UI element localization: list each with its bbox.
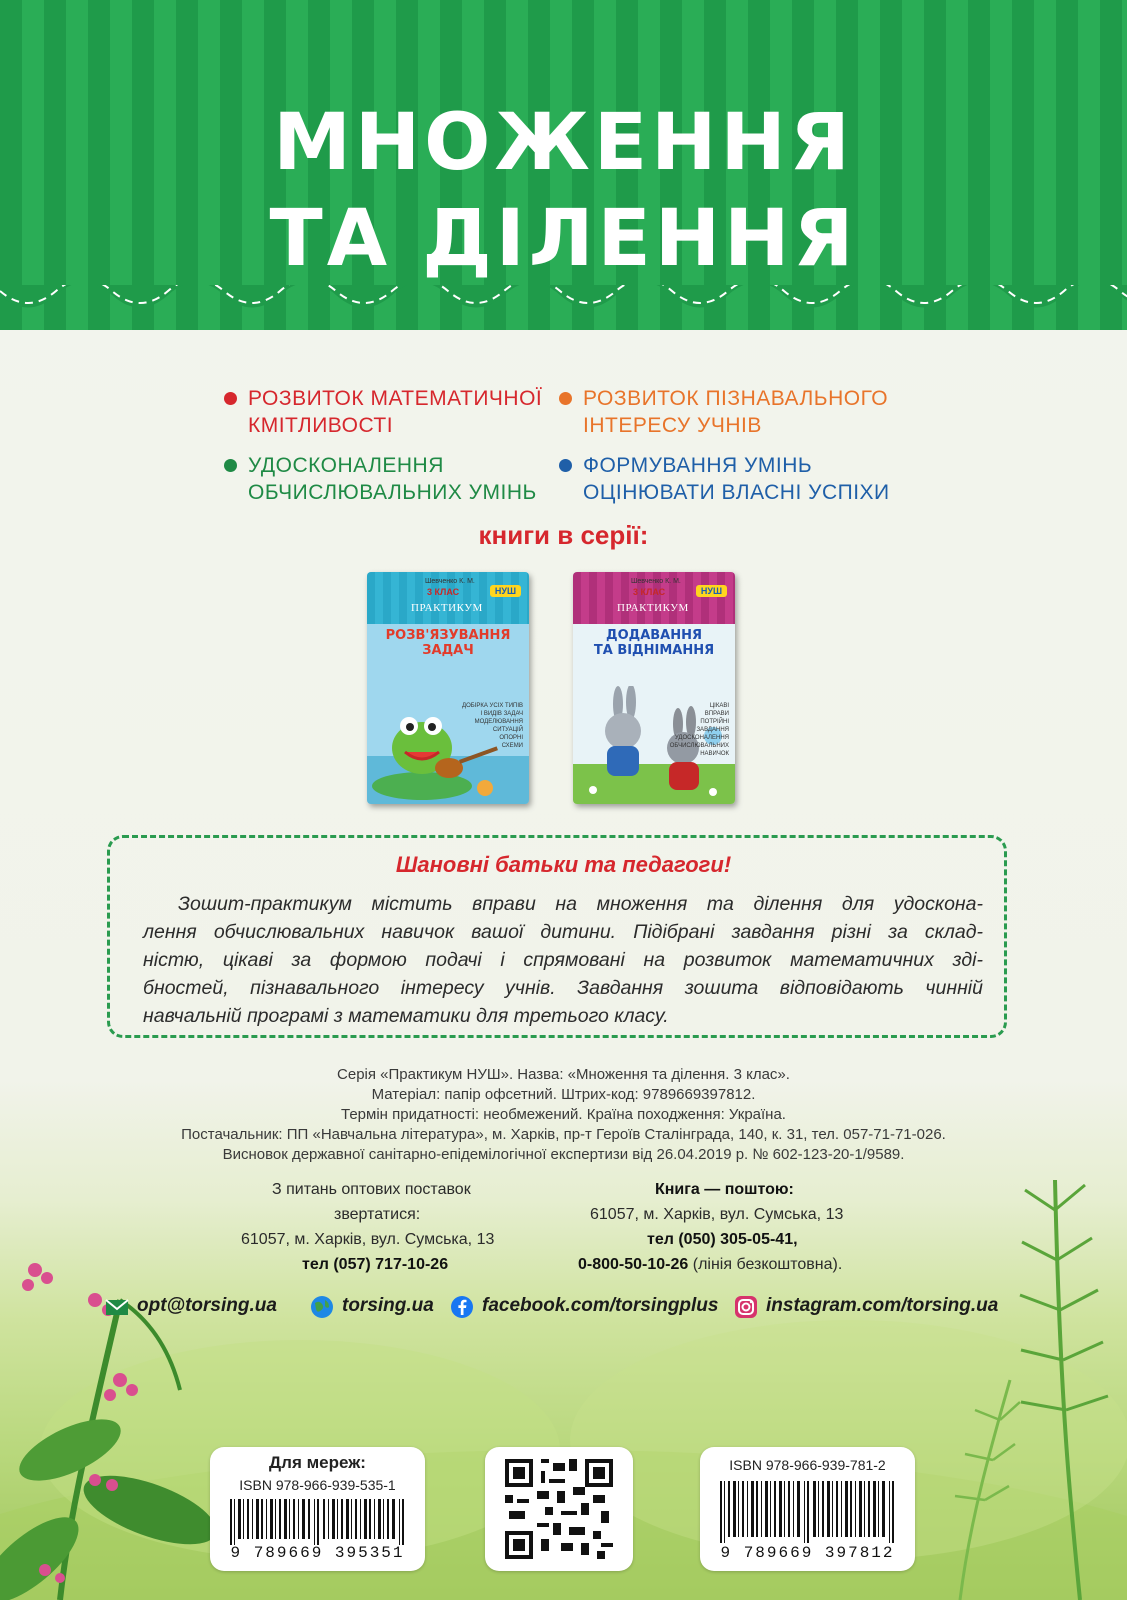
isbn-text: ISBN 978-966-939-781-2 — [729, 1457, 886, 1473]
green-dot-icon — [224, 459, 237, 472]
bullet-text: ФОРМУВАННЯ УМІНЬ ОЦІНЮВАТИ ВЛАСНІ УСПІХИ — [583, 454, 890, 504]
phone-text: 0-800-50-10-26 — [578, 1256, 689, 1273]
email-text: opt@torsing.ua — [137, 1295, 277, 1316]
blue-dot-icon — [559, 459, 572, 472]
mail-order-address: 61057, м. Харків, вул. Сумська, 13 — [590, 1206, 844, 1223]
message-line: ністю, цікаві за формою подачі і спрямовані на розвиток математичних зді- — [143, 949, 983, 971]
cover-badge: НУШ — [696, 585, 727, 597]
cover-tags: ЦІКАВІ ВПРАВИ ПОТРІЙНІ ЗАВДАННЯ УДОСКОНАЛЕННЯ ОБЧИСЛЮВАЛЬНИХ НАВИЧОК — [669, 703, 729, 757]
cover-badge: НУШ — [490, 585, 521, 597]
bullet-self-assessment — [583, 452, 890, 506]
bullet-math-wit — [248, 385, 542, 439]
globe-icon — [310, 1295, 334, 1319]
network-label: Для мереж: — [269, 1453, 366, 1472]
book-title — [0, 95, 1127, 287]
message-line: бностей, пізнавального інтересу учнів. Завдання зошита відповідають чинній — [143, 977, 983, 999]
bullet-computation-skills — [248, 452, 537, 506]
envelope-icon — [105, 1295, 129, 1319]
facebook-icon — [450, 1295, 474, 1319]
message-line: навчальній програмі з математики для третього класу. — [143, 1005, 669, 1027]
phone-note: (лінія безкоштовна). — [688, 1256, 843, 1273]
phone-text: тел (050) 305-05-41, — [647, 1231, 798, 1248]
bullet-text: РОЗВИТОК ПІЗНАВАЛЬНОГО ІНТЕРЕСУ УЧНІВ — [583, 387, 889, 437]
bullet-cognitive-interest — [583, 385, 888, 439]
info-series: Серія «Практикум НУШ». Назва: «Множення та ділення. 3 клас». — [337, 1066, 790, 1083]
book-cover-problems[interactable] — [367, 572, 529, 804]
instagram-icon — [734, 1295, 758, 1319]
mail-order-phone-2 — [578, 1256, 842, 1274]
bullet-text: УДОСКОНАЛЕННЯ ОБЧИСЛЮВАЛЬНИХ УМІНЬ — [248, 454, 537, 504]
wholesale-address: 61057, м. Харків, вул. Сумська, 13 — [241, 1231, 495, 1248]
message-line: Зошит-практикум містить вправи на множення та ділення для удоскона- — [178, 893, 983, 915]
info-supplier: Постачальник: ПП «Навчальна література», м. Харків, пр-т Героїв Сталінграда, 140, к. 31, тел. 057-71-71-026. — [181, 1126, 946, 1143]
wholesale-line-1: З питань оптових поставок — [272, 1181, 471, 1198]
barcode-digits: 9 789669 397812 — [720, 1544, 895, 1562]
info-material: Матеріал: папір офсетний. Штрих-код: 9789669397812. — [371, 1086, 756, 1103]
series-heading: книги в серії: — [478, 520, 649, 550]
book-title-line-2: ТА ДІЛЕННЯ — [269, 194, 858, 284]
info-shelf-life: Термін придатності: необмежений. Країна походження: Україна. — [341, 1106, 786, 1123]
qr-card[interactable] — [485, 1447, 633, 1571]
instagram-text: instagram.com/torsing.ua — [766, 1295, 999, 1316]
barcode-card-network — [210, 1447, 425, 1571]
barcode-digits: 9 789669 395351 — [230, 1544, 405, 1562]
red-dot-icon — [224, 392, 237, 405]
mail-order-phone-1 — [647, 1231, 798, 1249]
cover-author: Шевченко К. М. — [425, 578, 475, 585]
wholesale-line-2: звертатися: — [334, 1206, 421, 1223]
cover-grade: 3 КЛАС — [633, 587, 666, 597]
isbn-text: ISBN 978-966-939-535-1 — [239, 1477, 396, 1493]
book-cover-addition[interactable] — [573, 572, 735, 804]
cover-series: ПРАКТИКУМ — [617, 602, 689, 614]
mail-order-heading — [655, 1181, 794, 1199]
info-certificate: Висновок державної санітарно-епідемілогічної експертизи від 26.04.2019 р. № 602-123-20-1/9589. — [222, 1146, 905, 1163]
bullet-text: РОЗВИТОК МАТЕМАТИЧНОЇ КМІТЛИВОСТІ — [248, 387, 543, 437]
phone-text: тел (057) 717-10-26 — [302, 1256, 449, 1273]
qr-code-icon — [505, 1459, 613, 1559]
cover-author: Шевченко К. М. — [631, 578, 681, 585]
cover-grade: 3 КЛАС — [427, 587, 460, 597]
cover-title: РОЗВ'ЯЗУВАННЯ ЗАДАЧ — [385, 628, 511, 658]
book-title-line-1: МНОЖЕННЯ — [273, 98, 854, 188]
cover-title: ДОДАВАННЯ ТА ВІДНІМАННЯ — [593, 628, 715, 658]
barcode-image — [720, 1481, 895, 1543]
header-wave — [0, 285, 1127, 345]
wholesale-phone — [302, 1256, 448, 1274]
heading-text: Книга — поштою: — [655, 1181, 794, 1198]
barcode-card-book — [700, 1447, 915, 1571]
facebook-text: facebook.com/torsingplus — [482, 1295, 719, 1316]
cover-tags: ДОБІРКА УСІХ ТИПІВ І ВИДІВ ЗАДАЧ МОДЕЛЮВАННЯ СИТУАЦІЙ ОПОРНІ СХЕМИ — [462, 703, 523, 749]
message-line: лення обчислювальних навичок вашої дитини. Підібрані завдання різні за склад- — [143, 921, 983, 943]
barcode-image — [230, 1499, 405, 1545]
website-text: torsing.ua — [342, 1295, 434, 1316]
orange-dot-icon — [559, 392, 572, 405]
message-title: Шановні батьки та педагоги! — [395, 852, 732, 877]
cover-series: ПРАКТИКУМ — [411, 602, 483, 614]
